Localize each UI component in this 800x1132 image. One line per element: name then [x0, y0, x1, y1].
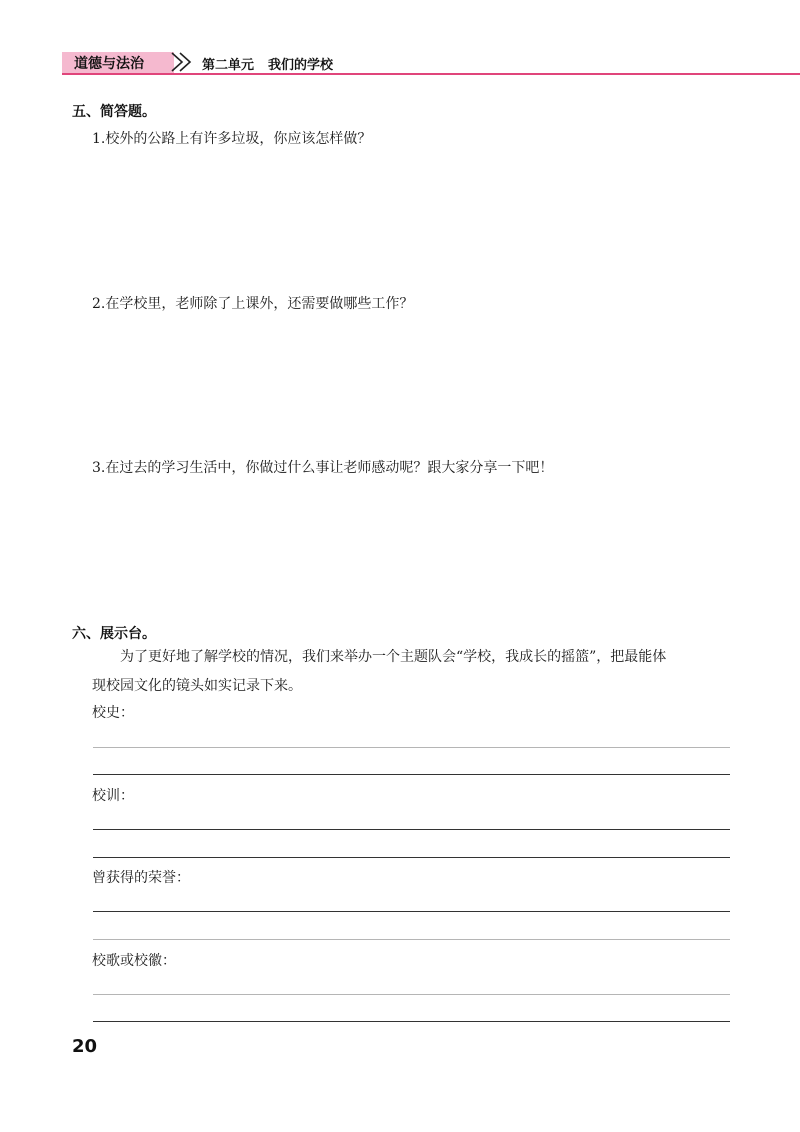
question-2: 2.在学校里，老师除了上课外，还需要做哪些工作？ [92, 296, 414, 312]
question-1: 1.校外的公路上有许多垃圾，你应该怎样做？ [92, 131, 372, 147]
section-5-heading: 五、简答题。 [72, 104, 156, 120]
intro-line-2: 现校园文化的镜头如实记录下来。 [92, 678, 302, 694]
field-label-song-emblem: 校歌或校徽： [92, 953, 176, 969]
page-number: 20 [72, 1036, 98, 1057]
section-6-heading: 六、展示台。 [72, 626, 156, 642]
answer-line[interactable] [93, 994, 730, 995]
subject-label: 道德与法治 [74, 55, 144, 72]
unit-name: 我们的学校 [268, 58, 334, 73]
double-chevron-right-icon [166, 50, 202, 74]
section-6-intro [92, 643, 742, 701]
question-3: 3.在过去的学习生活中，你做过什么事让老师感动呢？跟大家分享一下吧！ [92, 460, 554, 476]
subject-tab [62, 52, 174, 73]
field-label-honors: 曾获得的荣誉： [92, 870, 190, 886]
unit-title [202, 54, 333, 73]
intro-line-1: 为了更好地了解学校的情况，我们来举办一个主题队会“学校，我成长的摇篮”，把最能体 [120, 649, 667, 665]
answer-line[interactable] [93, 747, 730, 748]
answer-line[interactable] [93, 1021, 730, 1022]
answer-line[interactable] [93, 774, 730, 775]
field-label-motto: 校训： [92, 788, 134, 804]
field-label-history: 校史： [92, 705, 134, 721]
answer-line[interactable] [93, 911, 730, 912]
answer-line[interactable] [93, 939, 730, 940]
page-header [62, 50, 800, 76]
unit-label: 第二单元 [202, 58, 255, 73]
answer-line[interactable] [93, 829, 730, 830]
answer-line[interactable] [93, 857, 730, 858]
